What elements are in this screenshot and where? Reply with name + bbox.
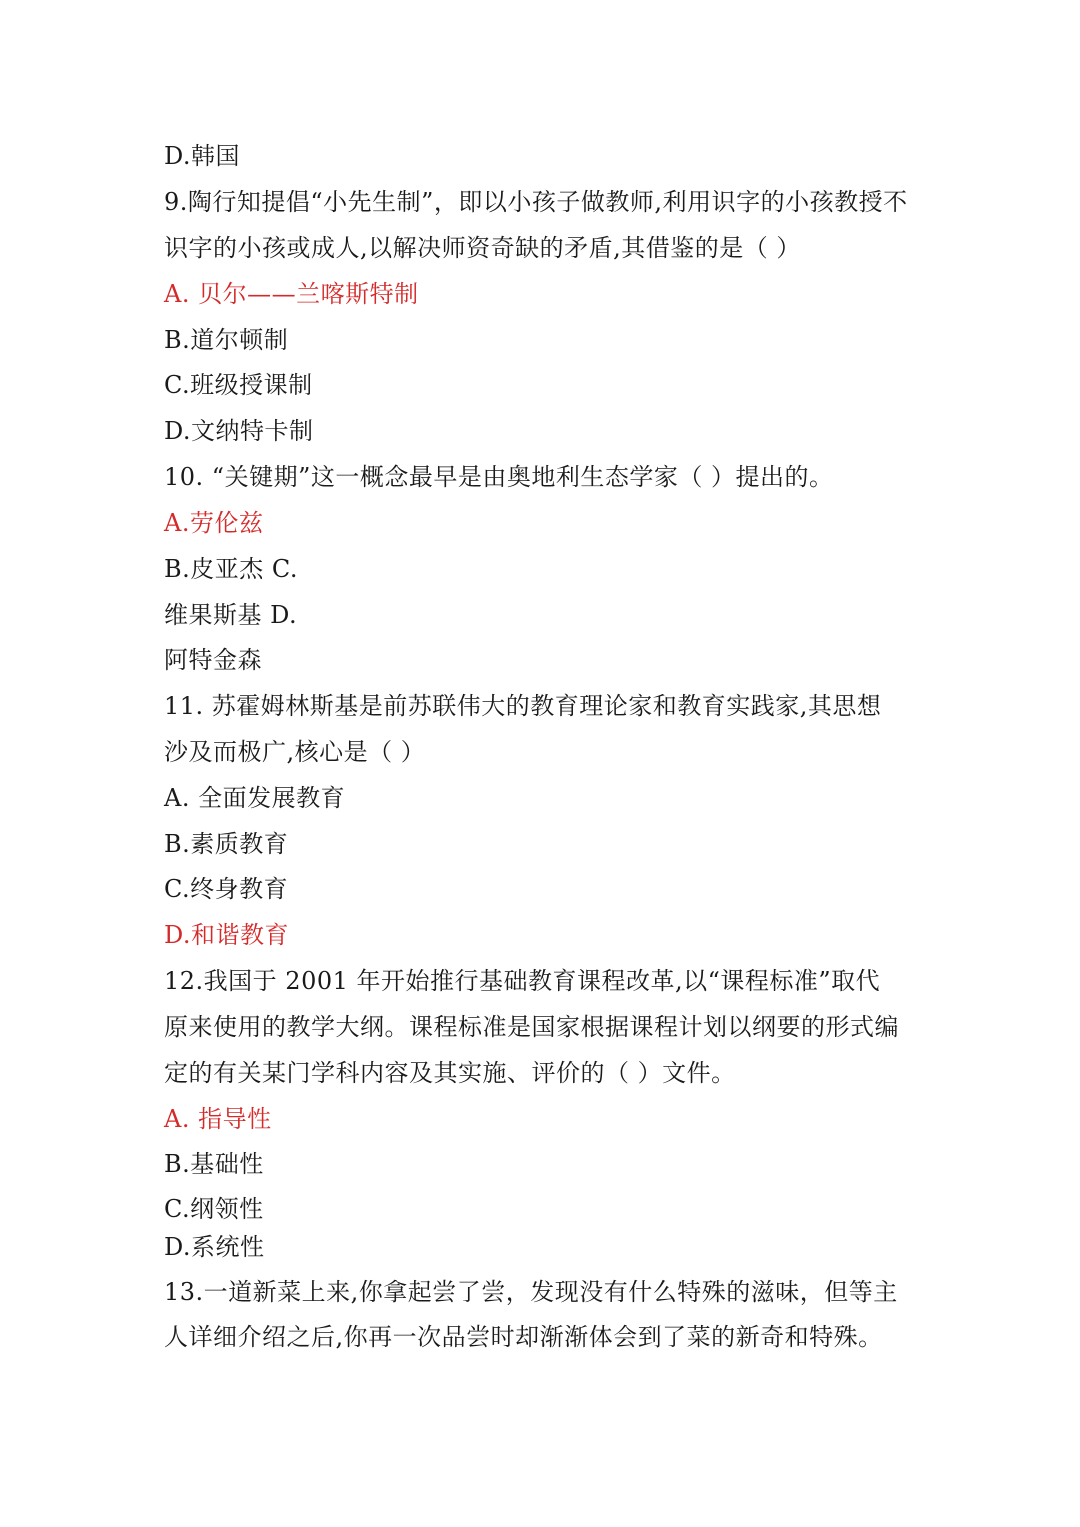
question-11-option-d-answer: D.和谐教育 (164, 921, 290, 949)
question-13-line-1: 13.一道新菜上来,你拿起尝了尝，发现没有什么特殊的滋味，但等主 (164, 1278, 898, 1306)
question-10-option-c: 维果斯基 D. (164, 601, 298, 629)
question-11-line-1: 11. 苏霍姆林斯基是前苏联伟大的教育理论家和教育实践家,其思想 (164, 692, 882, 720)
question-9-option-d: D.文纳特卡制 (164, 417, 314, 445)
question-11-option-b: B.素质教育 (164, 830, 289, 858)
question-12-line-3: 定的有关某门学科内容及其实施、评价的（ ）文件。 (164, 1059, 736, 1087)
question-12-line-2: 原来使用的教学大纲。课程标准是国家根据课程计划以纲要的形式编 (164, 1013, 899, 1041)
question-9-line-2: 识字的小孩或成人,以解决师资奇缺的矛盾,其借鉴的是（ ） (164, 234, 801, 262)
question-10-option-b: B.皮亚杰 C. (164, 555, 299, 583)
question-12-line-1: 12.我国于 2001 年开始推行基础教育课程改革,以“课程标准”取代 (164, 967, 881, 995)
question-10-text: 10. “关键期”这一概念最早是由奥地利生态学家（ ）提出的。 (164, 463, 834, 491)
question-9-option-b: B.道尔顿制 (164, 326, 289, 354)
question-11-option-a: A. 全面发展教育 (164, 784, 346, 812)
question-11-line-2: 沙及而极广,核心是（ ） (164, 738, 426, 766)
question-12-option-c: C.纲领性 (164, 1195, 264, 1223)
question-12-option-b: B.基础性 (164, 1150, 264, 1178)
question-9-option-a-answer: A. 贝尔——兰喀斯特制 (164, 280, 419, 308)
question-12-option-a-answer: A. 指导性 (164, 1105, 272, 1133)
question-10-option-a-answer: A.劳伦兹 (164, 509, 264, 537)
question-10-option-d: 阿特金森 (164, 646, 262, 674)
question-9-line-1: 9.陶行知提倡“小先生制”，即以小孩子做教师,利用识字的小孩教授不 (164, 188, 908, 216)
question-9-option-c: C.班级授课制 (164, 371, 313, 399)
question-13-line-2: 人详细介绍之后,你再一次品尝时却渐渐体会到了菜的新奇和特殊。 (164, 1323, 883, 1351)
question-11-option-c: C.终身教育 (164, 875, 289, 903)
option-d-korea: D.韩国 (164, 142, 241, 170)
question-12-option-d: D.系统性 (164, 1233, 265, 1261)
